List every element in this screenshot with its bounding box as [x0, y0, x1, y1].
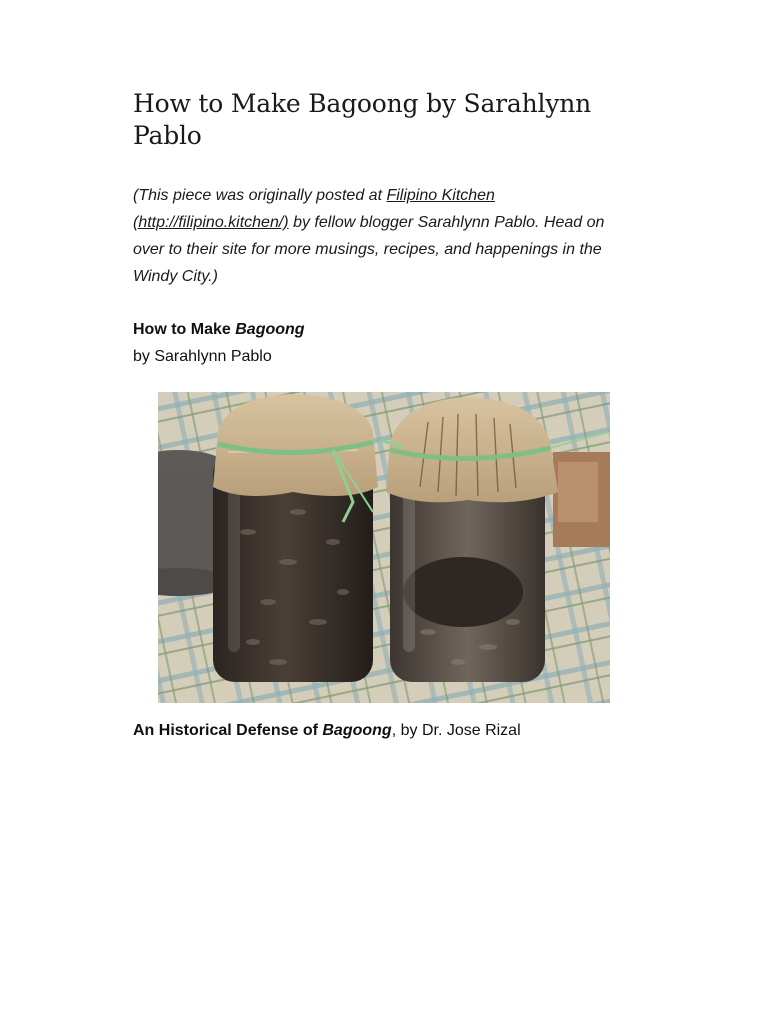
bagoong-jars-photo	[158, 392, 610, 703]
author-line: by Sarahlynn Pablo	[133, 348, 272, 365]
section-heading: How to Make Bagoong	[133, 321, 305, 338]
intro-suffix: by fellow blogger Sarahlynn Pablo. Head on over to their site for more musings, recipes, and happenings in the Windy City.)	[133, 214, 605, 285]
filipino-kitchen-url-link[interactable]: (http://filipino.kitchen/)	[133, 214, 289, 231]
article-title: How to Make Bagoong by Sarahlynn Pablo	[133, 89, 592, 150]
intro-prefix: (This piece was originally posted at	[133, 187, 387, 204]
filipino-kitchen-link[interactable]: Filipino Kitchen	[386, 187, 495, 204]
article-body	[133, 88, 638, 370]
photo-caption: An Historical Defense of Bagoong, by Dr. Jose Rizal	[133, 722, 521, 739]
intro-paragraph	[133, 182, 638, 290]
byline-block	[133, 316, 638, 370]
